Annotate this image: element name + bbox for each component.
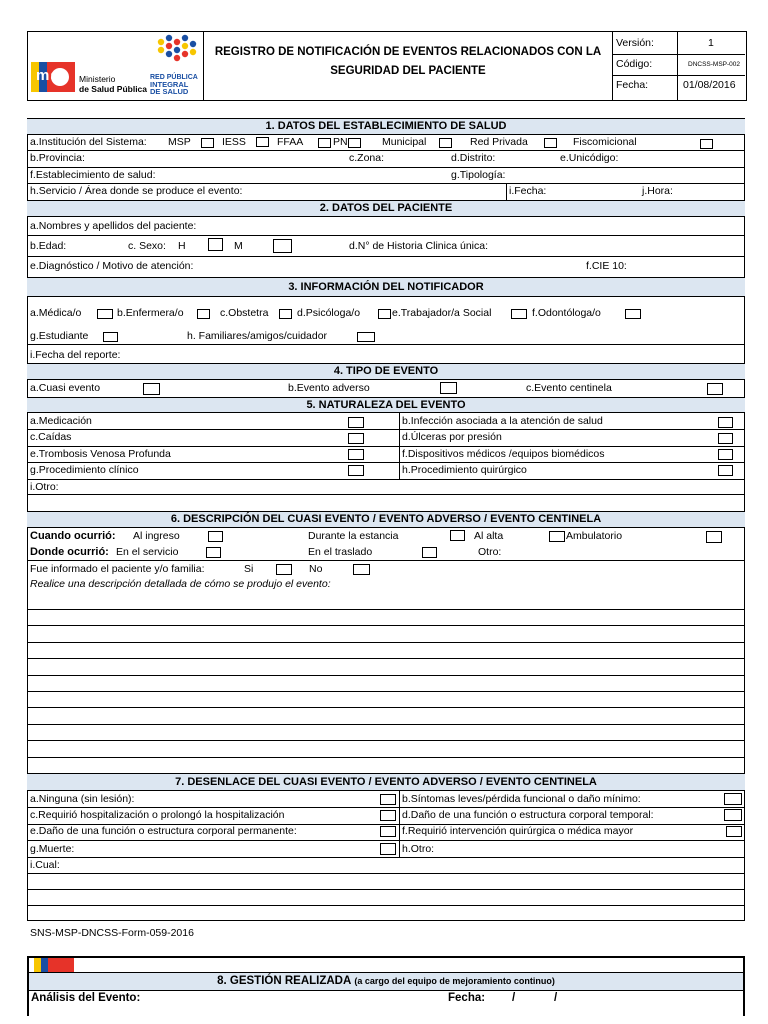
dispositivos-checkbox[interactable] (718, 449, 733, 460)
date-value: 01/08/2016 (683, 79, 736, 91)
description-area[interactable] (27, 592, 745, 772)
servicio-field[interactable]: h.Servicio / Área donde se produce el evento: (30, 185, 243, 197)
msp-option: MSP (168, 136, 191, 148)
section-4-title: 4. TIPO DE EVENTO (27, 363, 745, 380)
trabajador-checkbox[interactable] (511, 309, 527, 319)
alta-checkbox[interactable] (549, 531, 565, 542)
msp-logo-small (34, 958, 74, 972)
sintomas-option: b.Síntomas leves/pérdida funcional o daño mínimo: (402, 793, 641, 805)
section-1-title: 1. DATOS DEL ESTABLECIMIENTO DE SALUD (27, 118, 745, 135)
enfermera-option: b.Enfermera/o (117, 307, 184, 319)
row-line (27, 479, 745, 480)
iess-option: IESS (222, 136, 246, 148)
row-line (27, 150, 745, 151)
row-line (27, 724, 745, 725)
form-title-line2: SEGURIDAD DEL PACIENTE (330, 65, 486, 77)
ministry-name-line1: Ministerio (79, 74, 116, 84)
donde-label: Donde ocurrió: (30, 546, 109, 558)
col-line (506, 183, 507, 200)
otro-desenlace-field[interactable]: h.Otro: (402, 843, 435, 855)
servicio-option: En el servicio (116, 546, 179, 558)
header-row-line-1 (612, 54, 745, 55)
distrito-field[interactable]: d.Distrito: (451, 152, 496, 164)
section-2-title: 2. DATOS DEL PACIENTE (27, 200, 745, 217)
ulceras-checkbox[interactable] (718, 433, 733, 444)
procedimiento-option: g.Procedimiento clínico (30, 464, 139, 476)
row-line (27, 344, 745, 345)
caidas-checkbox[interactable] (348, 433, 364, 444)
infeccion-option: b.Infección asociada a la atención de salud (402, 415, 603, 427)
ingreso-checkbox[interactable] (208, 531, 223, 542)
header-divider-2 (612, 31, 613, 101)
alta-option: Al alta (474, 530, 504, 542)
analisis-field[interactable]: Análisis del Evento: (31, 992, 141, 1004)
cual-field[interactable]: i.Cual: (30, 859, 60, 871)
cuasi-checkbox[interactable] (143, 383, 160, 395)
section-8-subtitle: (a cargo del equipo de mejoramiento continuo) (354, 976, 555, 986)
zona-field[interactable]: c.Zona: (349, 152, 385, 164)
hospitalizacion-checkbox[interactable] (380, 810, 396, 821)
edad-field[interactable]: b.Edad: (30, 240, 67, 252)
informado-no-checkbox[interactable] (353, 564, 370, 575)
row-line (27, 235, 745, 236)
fiscomicional-checkbox[interactable] (700, 139, 713, 149)
centinela-option: c.Evento centinela (526, 382, 612, 394)
municipal-option: Municipal (382, 136, 427, 148)
cie-field[interactable]: f.CIE 10: (586, 260, 627, 272)
header-divider-1 (203, 31, 204, 101)
establecimiento-field[interactable]: f.Establecimiento de salud: (30, 169, 156, 181)
hora-field[interactable]: j.Hora: (642, 185, 673, 197)
row-line (27, 707, 745, 708)
ingreso-option: Al ingreso (133, 530, 180, 542)
row-line (27, 446, 745, 447)
estancia-checkbox[interactable] (450, 530, 465, 541)
trombosis-option: e.Trombosis Venosa Profunda (30, 448, 171, 460)
intervencion-option: f.Requirió intervención quirúrgica o médica mayor (402, 825, 634, 837)
rpis-text-line3: DE SALUD (150, 87, 189, 96)
row-line (27, 625, 745, 626)
procedimiento-checkbox[interactable] (348, 465, 364, 476)
row-line (27, 675, 745, 676)
cuasi-option: a.Cuasi evento (30, 382, 101, 394)
hospitalizacion-option: c.Requirió hospitalización o prolongó la hospitalización (30, 809, 285, 821)
ffaa-checkbox[interactable] (318, 138, 331, 148)
estancia-option: Durante la estancia (308, 530, 399, 542)
odontologo-checkbox[interactable] (625, 309, 641, 319)
row-line (27, 840, 745, 841)
date-label: Fecha: (616, 79, 649, 91)
dispositivos-option: f.Dispositivos médicos /equipos biomédicos (402, 448, 605, 460)
servicio-checkbox[interactable] (206, 547, 221, 558)
section-7-title: 7. DESENLACE DEL CUASI EVENTO / EVENTO ADVERSO / EVENTO CENTINELA (27, 773, 745, 791)
row-line (27, 857, 745, 858)
medico-option: a.Médica/o (30, 307, 82, 319)
institution-label: a.Institución del Sistema: (30, 136, 147, 148)
adverso-checkbox[interactable] (440, 382, 457, 394)
provincia-field[interactable]: b.Provincia: (30, 152, 85, 164)
section-3-title: 3. INFORMACIÓN DEL NOTIFICADOR (27, 277, 745, 297)
date-separator-2: / (554, 992, 558, 1004)
row-line (27, 183, 745, 184)
pn-checkbox[interactable] (348, 138, 361, 148)
tipologia-field[interactable]: g.Tipología: (451, 169, 506, 181)
ninguna-checkbox[interactable] (380, 794, 396, 805)
quirurgico-checkbox[interactable] (718, 465, 733, 476)
red-privada-checkbox[interactable] (544, 138, 557, 148)
msp-checkbox[interactable] (201, 138, 214, 148)
estudiante-option: g.Estudiante (30, 330, 89, 342)
ninguna-option: a.Ninguna (sin lesión): (30, 793, 135, 805)
medico-checkbox[interactable] (97, 309, 113, 319)
msp-logo-text: msp (36, 67, 70, 84)
header-row-line-2 (612, 75, 745, 76)
row-line (27, 905, 745, 906)
row-line (27, 560, 745, 561)
informado-si-checkbox[interactable] (276, 564, 292, 575)
form-title-line1: REGISTRO DE NOTIFICACIÓN DE EVENTOS RELACIONADOS CON LA (214, 46, 602, 58)
fecha-reporte-field[interactable]: i.Fecha del reporte: (30, 349, 121, 361)
muerte-option: g.Muerte: (30, 843, 75, 855)
code-label: Código: (616, 58, 653, 70)
rpis-text-line1: RED PÚBLICA (150, 74, 198, 81)
row-line (27, 494, 745, 495)
ulceras-option: d.Úlceras por presión (402, 431, 502, 443)
caidas-option: c.Caídas (30, 431, 72, 443)
row-line (27, 691, 745, 692)
header-divider-3 (677, 31, 678, 101)
adverso-option: b.Evento adverso (288, 382, 370, 394)
otro-donde-field[interactable]: Otro: (478, 546, 502, 558)
familiares-checkbox[interactable] (357, 332, 375, 342)
version-value: 1 (708, 37, 714, 49)
historia-field[interactable]: d.N° de Historia Clinica única: (349, 240, 489, 252)
informado-label: Fue informado el paciente y/o familia: (30, 563, 205, 575)
code-value: DNCSS-MSP-002 (688, 61, 741, 68)
temporal-checkbox[interactable] (724, 809, 742, 821)
medicacion-checkbox[interactable] (348, 417, 364, 428)
pn-option: PN (333, 136, 348, 148)
familiares-option: h. Familiares/amigos/cuidador (187, 330, 328, 342)
psicologo-option: d.Psicóloga/o (297, 307, 361, 319)
row-line (27, 873, 745, 874)
rpis-text-line2: INTEGRAL (150, 80, 189, 89)
section-8-title: 8. GESTIÓN REALIZADA (217, 975, 352, 987)
infeccion-checkbox[interactable] (718, 417, 733, 428)
trombosis-checkbox[interactable] (348, 449, 364, 460)
describa-label: Realice una descripción detallada de cómo se produjo el evento: (30, 578, 331, 590)
informado-no-option: No (309, 563, 323, 575)
temporal-option: d.Daño de una función o estructura corporal temporal: (402, 809, 654, 821)
row-line (27, 757, 745, 758)
medicacion-option: a.Medicación (30, 415, 92, 427)
estudiante-checkbox[interactable] (103, 332, 118, 342)
enfermera-checkbox[interactable] (197, 309, 210, 319)
iess-checkbox[interactable] (256, 137, 269, 147)
obstetra-option: c.Obstetra (220, 307, 269, 319)
fecha-evento-field[interactable]: i.Fecha: (509, 185, 547, 197)
row-line (27, 609, 745, 610)
row-line (27, 658, 745, 659)
sexo-m-checkbox[interactable] (273, 239, 292, 253)
fiscomicional-option: Fiscomicional (573, 136, 637, 148)
section-6-title: 6. DESCRIPCIÓN DEL CUASI EVENTO / EVENTO ADVERSO / EVENTO CENTINELA (27, 511, 745, 528)
sintomas-checkbox[interactable] (724, 793, 742, 805)
rpis-logo (153, 32, 199, 74)
form-code-footer: SNS-MSP-DNCSS-Form-059-2016 (30, 927, 194, 939)
permanente-option: e.Daño de una función o estructura corporal permanente: (30, 825, 297, 837)
informado-si-option: Si (244, 563, 254, 575)
quirurgico-option: h.Procedimiento quirúrgico (402, 464, 527, 476)
row-line (27, 429, 745, 430)
row-line (27, 167, 745, 168)
row-line (27, 256, 745, 257)
sexo-label: c. Sexo: (128, 240, 166, 252)
odontologo-option: f.Odontóloga/o (532, 307, 601, 319)
psicologo-checkbox[interactable] (378, 309, 391, 319)
permanente-checkbox[interactable] (380, 826, 396, 837)
obstetra-checkbox[interactable] (279, 309, 292, 319)
version-label: Versión: (616, 37, 654, 49)
diagnostico-field[interactable]: e.Diagnóstico / Motivo de atención: (30, 260, 194, 272)
section-5-title: 5. NATURALEZA DEL EVENTO (27, 397, 745, 413)
gestion-fecha-field[interactable]: Fecha: (448, 992, 486, 1004)
row-line (27, 889, 745, 890)
cuando-label: Cuando ocurrió: (30, 530, 116, 542)
section-8-header (29, 972, 743, 991)
trabajador-option: e.Trabajador/a Social (392, 307, 492, 319)
municipal-checkbox[interactable] (439, 138, 452, 148)
row-line (27, 462, 745, 463)
nombres-field[interactable]: a.Nombres y apellidos del paciente: (30, 220, 197, 232)
sexo-h-checkbox[interactable] (208, 238, 223, 251)
traslado-checkbox[interactable] (422, 547, 437, 558)
otro-naturaleza-field[interactable]: i.Otro: (30, 481, 59, 493)
centinela-checkbox[interactable] (707, 383, 723, 395)
ambulatorio-option: Ambulatorio (566, 530, 623, 542)
row-line (27, 740, 745, 741)
date-separator-1: / (512, 992, 516, 1004)
unicodigo-field[interactable]: e.Unicódigo: (560, 152, 619, 164)
row-line (27, 642, 745, 643)
row-line (27, 807, 745, 808)
ministry-name-line2: de Salud Pública (79, 84, 148, 94)
muerte-checkbox[interactable] (380, 843, 396, 855)
traslado-option: En el traslado (308, 546, 373, 558)
ambulatorio-checkbox[interactable] (706, 531, 722, 543)
sexo-m-option: M (234, 240, 243, 252)
red-privada-option: Red Privada (470, 136, 528, 148)
sexo-h-option: H (178, 240, 186, 252)
ffaa-option: FFAA (277, 136, 304, 148)
intervencion-checkbox[interactable] (726, 826, 742, 837)
